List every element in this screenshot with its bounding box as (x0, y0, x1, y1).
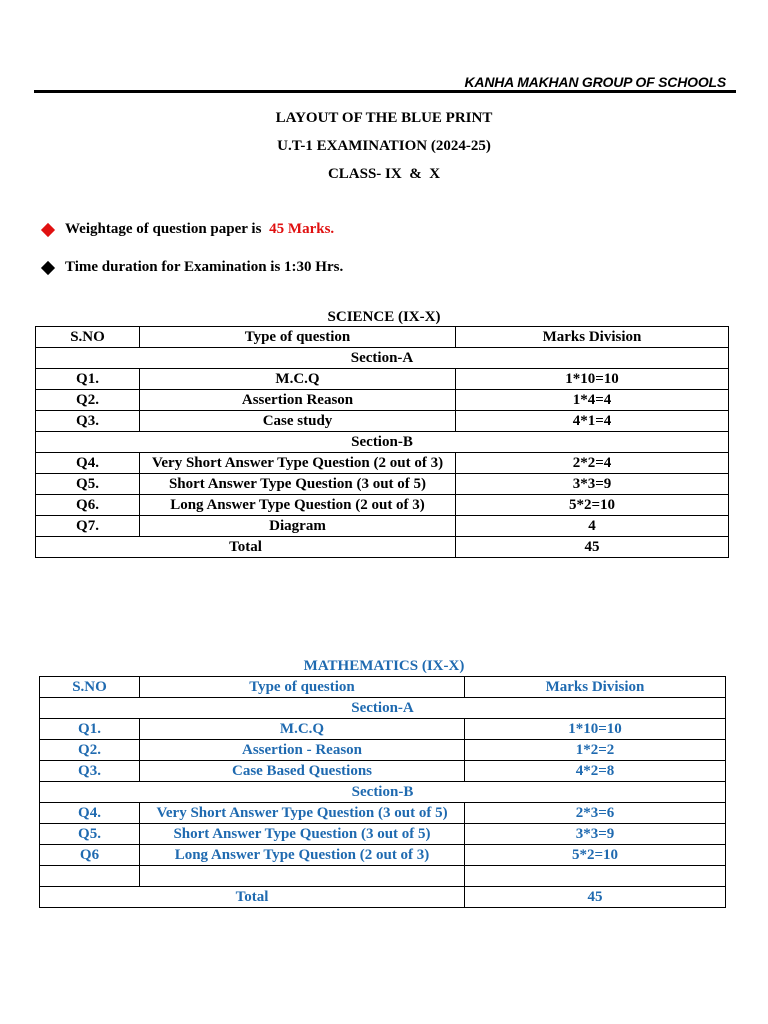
table-row (36, 453, 729, 474)
qno-cell: Q6. (36, 495, 140, 516)
qno-cell: Q1. (36, 369, 140, 390)
document-title: LAYOUT OF THE BLUE PRINT (275, 110, 493, 126)
math-table-title: MATHEMATICS (IX-X) (303, 658, 465, 674)
section-row (40, 782, 726, 803)
marks-cell: 4*1=4 (456, 411, 729, 432)
header-cell: S.NO (40, 677, 140, 698)
header-cell: S.NO (36, 327, 140, 348)
table-header-row (36, 327, 729, 348)
qno-cell: Q2. (36, 390, 140, 411)
marks-cell: 2*3=6 (465, 803, 726, 824)
diamond-bullet-icon (41, 260, 55, 274)
weightage-text: Weightage of question paper is (65, 221, 266, 237)
duration-text: Time duration for Examination is 1:30 Hrs. (65, 259, 344, 275)
qno-cell: Q5. (36, 474, 140, 495)
weightage-highlight: 45 Marks. (269, 221, 335, 237)
math-table (39, 676, 726, 908)
total-label: Total (36, 537, 456, 558)
question-type-cell: M.C.Q (140, 719, 465, 740)
qno-cell: Q4. (40, 803, 140, 824)
total-value: 45 (456, 537, 729, 558)
duration-bullet (40, 259, 343, 276)
qno-cell: Q3. (40, 761, 140, 782)
table-row (36, 411, 729, 432)
question-type-cell: Very Short Answer Type Question (2 out of 3) (140, 453, 456, 474)
total-label: Total (40, 887, 465, 908)
marks-cell: 5*2=10 (465, 845, 726, 866)
table-row (40, 845, 726, 866)
qno-cell: Q4. (36, 453, 140, 474)
table-row (36, 369, 729, 390)
marks-cell: 1*10=10 (456, 369, 729, 390)
table-row (36, 516, 729, 537)
class-title: CLASS- IX & X (327, 166, 441, 182)
section-b-label: Section-B (36, 432, 729, 453)
qno-cell (40, 866, 140, 887)
marks-cell (465, 866, 726, 887)
section-b-label: Section-B (40, 782, 726, 803)
section-a-label: Section-A (36, 348, 729, 369)
weightage-bullet (40, 221, 334, 238)
empty-row (40, 866, 726, 887)
science-table-title: SCIENCE (IX-X) (327, 309, 441, 325)
total-row (36, 537, 729, 558)
exam-title: U.T-1 EXAMINATION (2024-25) (277, 138, 491, 154)
header-rule (34, 90, 736, 93)
marks-cell: 1*10=10 (465, 719, 726, 740)
qno-cell: Q6 (40, 845, 140, 866)
question-type-cell: Very Short Answer Type Question (3 out of 5) (140, 803, 465, 824)
section-row (40, 698, 726, 719)
total-row (40, 887, 726, 908)
section-row (36, 432, 729, 453)
question-type-cell (140, 866, 465, 887)
qno-cell: Q5. (40, 824, 140, 845)
section-a-label: Section-A (40, 698, 726, 719)
marks-cell: 5*2=10 (456, 495, 729, 516)
header-cell: Type of question (140, 677, 465, 698)
section-row (36, 348, 729, 369)
table-row (40, 761, 726, 782)
table-header-row (40, 677, 726, 698)
question-type-cell: Short Answer Type Question (3 out of 5) (140, 474, 456, 495)
school-name: KANHA MAKHAN GROUP OF SCHOOLS (464, 74, 726, 90)
diamond-bullet-icon (41, 222, 55, 236)
question-type-cell: Case Based Questions (140, 761, 465, 782)
question-type-cell: Long Answer Type Question (2 out of 3) (140, 845, 465, 866)
header-cell: Type of question (140, 327, 456, 348)
marks-cell: 3*3=9 (465, 824, 726, 845)
table-row (40, 719, 726, 740)
question-type-cell: Assertion Reason (140, 390, 456, 411)
header-cell: Marks Division (456, 327, 729, 348)
table-row (36, 474, 729, 495)
question-type-cell: Case study (140, 411, 456, 432)
marks-cell: 4*2=8 (465, 761, 726, 782)
question-type-cell: Assertion - Reason (140, 740, 465, 761)
table-row (40, 824, 726, 845)
table-row (40, 740, 726, 761)
question-type-cell: M.C.Q (140, 369, 456, 390)
qno-cell: Q2. (40, 740, 140, 761)
marks-cell: 2*2=4 (456, 453, 729, 474)
marks-cell: 4 (456, 516, 729, 537)
question-type-cell: Short Answer Type Question (3 out of 5) (140, 824, 465, 845)
qno-cell: Q1. (40, 719, 140, 740)
marks-cell: 3*3=9 (456, 474, 729, 495)
table-row (40, 803, 726, 824)
marks-cell: 1*4=4 (456, 390, 729, 411)
question-type-cell: Long Answer Type Question (2 out of 3) (140, 495, 456, 516)
qno-cell: Q3. (36, 411, 140, 432)
science-table (35, 326, 729, 558)
header-cell: Marks Division (465, 677, 726, 698)
table-row (36, 390, 729, 411)
table-row (36, 495, 729, 516)
marks-cell: 1*2=2 (465, 740, 726, 761)
question-type-cell: Diagram (140, 516, 456, 537)
qno-cell: Q7. (36, 516, 140, 537)
total-value: 45 (465, 887, 726, 908)
